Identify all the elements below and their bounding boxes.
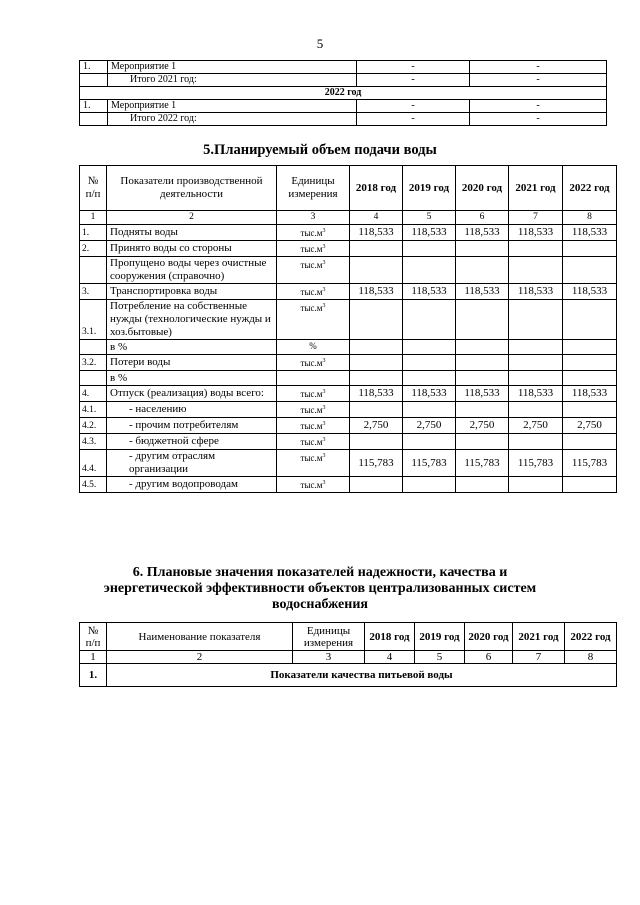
unit-cell [277, 257, 350, 284]
column-number: 4 [365, 651, 415, 664]
unit-base: тыс.м [300, 480, 323, 490]
table-row [80, 300, 617, 340]
measure-value: - [357, 113, 470, 126]
year-value: 2,750 [456, 418, 509, 434]
unit-superscript: 3 [322, 287, 326, 293]
unit-base: тыс.м [300, 421, 323, 431]
col-header-num: № п/п [80, 623, 107, 651]
year-value [350, 340, 403, 355]
unit-cell [277, 225, 350, 241]
table-row [80, 284, 617, 300]
unit-cell: % [277, 340, 350, 355]
column-number: 1 [80, 651, 107, 664]
year-value [403, 371, 456, 386]
unit-base: тыс.м [300, 287, 323, 297]
measure-value: - [357, 74, 470, 87]
year-value [350, 434, 403, 450]
measure-value: - [470, 74, 607, 87]
indicator-name: Принято воды со стороны [107, 241, 277, 257]
unit-superscript: 3 [322, 389, 326, 395]
table-row [80, 225, 617, 241]
year-value [350, 371, 403, 386]
year-value [403, 257, 456, 284]
column-number: 8 [565, 651, 617, 664]
year-value [509, 355, 563, 371]
row-number [80, 113, 108, 126]
unit-superscript: 3 [322, 421, 326, 427]
indicator-name: - прочим потребителям [107, 418, 277, 434]
col-header-year: 2018 год [350, 166, 403, 211]
year-value [563, 241, 617, 257]
year-value [456, 257, 509, 284]
row-number: 4.2. [80, 418, 107, 434]
year-value [563, 355, 617, 371]
col-header-indicator: Показатели производственной деятельности [107, 166, 277, 211]
year-value: 118,533 [563, 225, 617, 241]
year-value [350, 402, 403, 418]
col-header-year: 2020 год [456, 166, 509, 211]
unit-cell [277, 386, 350, 402]
year-value [456, 477, 509, 493]
unit-base: тыс.м [300, 453, 323, 463]
column-number: 2 [107, 651, 293, 664]
section-6-title-line: 6. Плановые значения показателей надежности, качества и [132, 565, 508, 580]
year-row [80, 87, 607, 100]
column-number: 5 [415, 651, 465, 664]
measure-value: - [357, 61, 470, 74]
row-number [80, 340, 107, 355]
section-6-title-line: водоснабжения [272, 597, 368, 612]
year-value [456, 402, 509, 418]
year-value: 118,533 [509, 386, 563, 402]
table-row [80, 386, 617, 402]
water-supply-table [79, 165, 617, 493]
unit-base: тыс.м [300, 358, 323, 368]
measures-table [79, 60, 607, 126]
unit-base: тыс.м [300, 389, 323, 399]
column-number: 3 [277, 211, 350, 225]
column-number: 2 [107, 211, 277, 225]
row-number: 4.4. [80, 450, 107, 477]
year-value [563, 257, 617, 284]
row-number: 3. [80, 284, 107, 300]
col-header-year: 2019 год [403, 166, 456, 211]
year-value [456, 434, 509, 450]
year-value [350, 257, 403, 284]
year-value: 118,533 [563, 386, 617, 402]
unit-superscript: 3 [322, 405, 326, 411]
row-number: 3.2. [80, 355, 107, 371]
column-number: 3 [293, 651, 365, 664]
year-value [563, 434, 617, 450]
year-value: 118,533 [350, 225, 403, 241]
table-row [80, 113, 607, 126]
row-number [80, 371, 107, 386]
unit-superscript: 3 [322, 437, 326, 443]
year-value: 118,533 [403, 284, 456, 300]
column-number: 1 [80, 211, 107, 225]
column-number-row [80, 651, 617, 664]
col-header-units: Единицы измерения [293, 623, 365, 651]
year-value: 118,533 [350, 386, 403, 402]
column-number: 7 [513, 651, 565, 664]
year-value [350, 241, 403, 257]
unit-cell [277, 434, 350, 450]
year-value [563, 300, 617, 340]
year-value: 118,533 [403, 386, 456, 402]
indicator-name: - другим водопроводам [107, 477, 277, 493]
indicator-name: Потребление на собственные нужды (технологические нужды и хоз.бытовые) [107, 300, 277, 340]
year-value: 2,750 [403, 418, 456, 434]
section-6-title-line: энергетической эффективности объектов централизованных систем [103, 581, 537, 596]
table-row [80, 450, 617, 477]
year-value: 2,750 [350, 418, 403, 434]
unit-superscript: 3 [322, 260, 326, 266]
column-number: 5 [403, 211, 456, 225]
row-number: 1. [80, 225, 107, 241]
section-row-label: Показатели качества питьевой воды [107, 664, 617, 687]
measure-value: - [470, 113, 607, 126]
table-row [80, 257, 617, 284]
section-6-title [0, 565, 640, 613]
row-number: 1. [80, 664, 107, 687]
row-number: 3.1. [80, 300, 107, 340]
year-value [563, 477, 617, 493]
year-value [509, 300, 563, 340]
year-value [403, 355, 456, 371]
year-value: 118,533 [509, 284, 563, 300]
row-number [80, 74, 108, 87]
year-value [456, 371, 509, 386]
table-row [80, 355, 617, 371]
col-header-units: Единицы измерения [277, 166, 350, 211]
total-label: Итого 2022 год: [108, 113, 357, 126]
year-value: 2,750 [563, 418, 617, 434]
unit-cell [277, 371, 350, 386]
year-value [509, 257, 563, 284]
column-number: 7 [509, 211, 563, 225]
year-value: 115,783 [563, 450, 617, 477]
measure-name: Мероприятие 1 [108, 61, 357, 74]
column-number: 6 [456, 211, 509, 225]
year-value [456, 355, 509, 371]
year-value: 118,533 [456, 386, 509, 402]
indicator-name: Потери воды [107, 355, 277, 371]
col-header-year: 2019 год [415, 623, 465, 651]
year-value [456, 241, 509, 257]
measure-value: - [470, 61, 607, 74]
row-number: 1. [80, 61, 108, 74]
year-value [350, 477, 403, 493]
unit-cell [277, 284, 350, 300]
unit-base: тыс.м [300, 244, 323, 254]
indicator-name: Транспортировка воды [107, 284, 277, 300]
year-value [403, 402, 456, 418]
unit-base: тыс.м [300, 228, 323, 238]
col-header-num: № п/п [80, 166, 107, 211]
table-row [80, 340, 617, 355]
year-value: 118,533 [403, 225, 456, 241]
year-value [403, 477, 456, 493]
column-number: 6 [465, 651, 513, 664]
year-value: 2,750 [509, 418, 563, 434]
unit-cell [277, 300, 350, 340]
section-row [80, 664, 617, 687]
indicator-name: - населению [107, 402, 277, 418]
unit-base: тыс.м [300, 260, 323, 270]
year-value: 115,783 [509, 450, 563, 477]
indicator-name: Подняты воды [107, 225, 277, 241]
unit-superscript: 3 [322, 303, 326, 309]
table-row [80, 477, 617, 493]
table-row [80, 241, 617, 257]
year-value [403, 434, 456, 450]
col-header-indicator: Наименование показателя [107, 623, 293, 651]
unit-cell [277, 241, 350, 257]
unit-cell [277, 477, 350, 493]
column-number: 8 [563, 211, 617, 225]
year-value [403, 340, 456, 355]
table-row [80, 371, 617, 386]
row-number: 2. [80, 241, 107, 257]
year-value: 118,533 [563, 284, 617, 300]
table-row [80, 418, 617, 434]
unit-superscript: 3 [322, 228, 326, 234]
year-value [350, 355, 403, 371]
row-number: 4.1. [80, 402, 107, 418]
year-value: 115,783 [403, 450, 456, 477]
col-header-year: 2018 год [365, 623, 415, 651]
year-value [509, 434, 563, 450]
table-row [80, 100, 607, 113]
header-row [80, 623, 617, 651]
column-number-row [80, 211, 617, 225]
col-header-year: 2021 год [513, 623, 565, 651]
table-row [80, 61, 607, 74]
page-number: 5 [316, 36, 324, 51]
reliability-indicators-table [79, 622, 617, 687]
year-value: 118,533 [456, 225, 509, 241]
year-value [456, 300, 509, 340]
table-row [80, 402, 617, 418]
table-row [80, 434, 617, 450]
row-number: 4.5. [80, 477, 107, 493]
col-header-year: 2022 год [565, 623, 617, 651]
indicator-name: - другим отраслям организации [107, 450, 277, 477]
unit-cell [277, 402, 350, 418]
unit-cell [277, 450, 350, 477]
year-value [403, 300, 456, 340]
row-number: 1. [80, 100, 108, 113]
unit-superscript: 3 [322, 453, 326, 459]
unit-base: тыс.м [300, 303, 323, 313]
unit-superscript: 3 [322, 244, 326, 250]
indicator-name: Пропущено воды через очистные сооружения (справочно) [107, 257, 277, 284]
table-row [80, 74, 607, 87]
year-value: 115,783 [456, 450, 509, 477]
year-value [509, 241, 563, 257]
year-value: 115,783 [350, 450, 403, 477]
year-value [563, 340, 617, 355]
year-value [563, 402, 617, 418]
unit-base: тыс.м [300, 437, 323, 447]
row-number: 4.3. [80, 434, 107, 450]
measure-value: - [470, 100, 607, 113]
year-value [350, 300, 403, 340]
year-value [456, 340, 509, 355]
year-value [403, 241, 456, 257]
measure-name: Мероприятие 1 [108, 100, 357, 113]
indicator-name: в % [107, 371, 277, 386]
indicator-name: в % [107, 340, 277, 355]
header-row [80, 166, 617, 211]
year-value: 118,533 [456, 284, 509, 300]
year-value: 118,533 [350, 284, 403, 300]
year-value [509, 477, 563, 493]
year-value [509, 371, 563, 386]
row-number: 4. [80, 386, 107, 402]
unit-cell [277, 355, 350, 371]
indicator-name: - бюджетной сфере [107, 434, 277, 450]
year-value [509, 402, 563, 418]
column-number: 4 [350, 211, 403, 225]
unit-superscript: 3 [322, 480, 326, 486]
section-5-title: 5.Планируемый объем подачи воды [203, 142, 437, 158]
row-number [80, 257, 107, 284]
indicator-name: Отпуск (реализация) воды всего: [107, 386, 277, 402]
col-header-year: 2021 год [509, 166, 563, 211]
year-value [509, 340, 563, 355]
unit-cell [277, 418, 350, 434]
year-heading: 2022 год [80, 87, 607, 100]
unit-base: тыс.м [300, 405, 323, 415]
year-value [563, 371, 617, 386]
total-label: Итого 2021 год: [108, 74, 357, 87]
col-header-year: 2022 год [563, 166, 617, 211]
col-header-year: 2020 год [465, 623, 513, 651]
measure-value: - [357, 100, 470, 113]
unit-superscript: 3 [322, 358, 326, 364]
year-value: 118,533 [509, 225, 563, 241]
